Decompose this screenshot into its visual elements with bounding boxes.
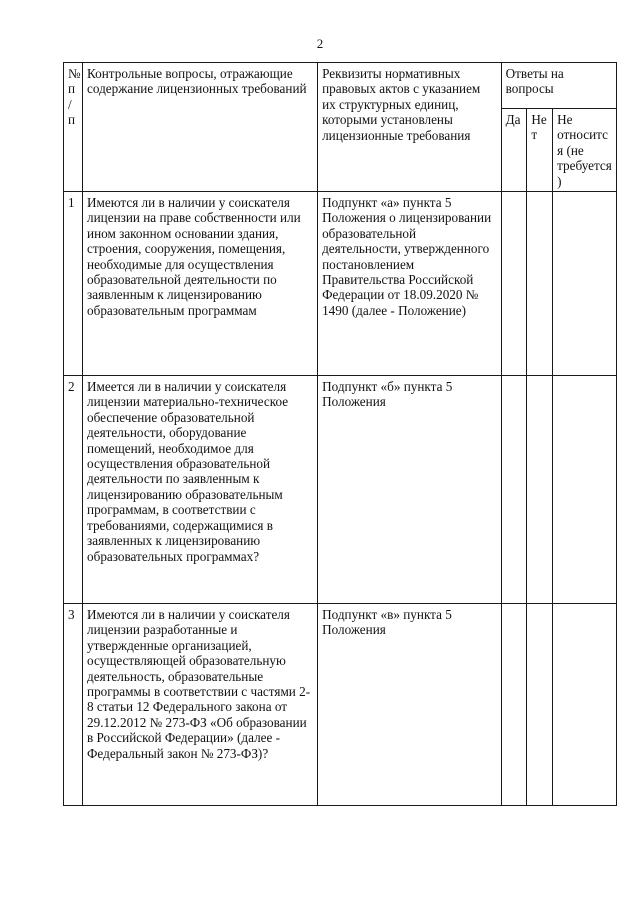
- table-row: [64, 376, 617, 604]
- row-requisites: Подпункт «б» пункта 5 Положения: [318, 376, 502, 604]
- licensing-checklist-table: [63, 62, 617, 806]
- answer-yes-cell: [501, 604, 527, 806]
- row-question: Имеются ли в наличии у соискателя лицензии на праве собственности или ином законном основании здания, строения, сооружения, помещения, необходимые для осуществления образовательной деятельности по заявленным к лицензированию образовательным программам: [83, 192, 318, 376]
- header-requisites: Реквизиты нормативных правовых актов с указанием их структурных единиц, которыми установлены лицензионные требования: [318, 63, 502, 192]
- row-requisites: Подпункт «в» пункта 5 Положения: [318, 604, 502, 806]
- answer-no-cell: [527, 604, 553, 806]
- table-row: [64, 604, 617, 806]
- row-number: 2: [64, 376, 83, 604]
- header-not-applicable: Не относится (не требуется): [553, 109, 617, 192]
- header-num: № п/п: [64, 63, 83, 192]
- header-answers: Ответы на вопросы: [501, 63, 616, 109]
- row-question: Имеются ли в наличии у соискателя лицензии разработанные и утвержденные организацией, осуществляющей образовательную деятельность, образовательные программы в соответствии с частями 2-8 статьи 12 Федерального закона от 29.12.2012 № 273-ФЗ «Об образовании в Российской Федерации» (далее - Федеральный закон № 273-ФЗ)?: [83, 604, 318, 806]
- answer-not-applicable-cell: [553, 376, 617, 604]
- row-number: 1: [64, 192, 83, 376]
- header-question: Контрольные вопросы, отражающие содержание лицензионных требований: [83, 63, 318, 192]
- page-number: 2: [316, 36, 324, 51]
- row-number: 3: [64, 604, 83, 806]
- row-question: Имеется ли в наличии у соискателя лицензии материально-техническое обеспечение образовательной деятельности, оборудование помещений, необходимое для осуществления образовательной деятельности по заявленным к лицензированию образовательным программам, в соответствии с требованиями, содержащимися в заявленных к лицензированию образовательных программах?: [83, 376, 318, 604]
- answer-not-applicable-cell: [553, 604, 617, 806]
- header-no: Нет: [527, 109, 553, 192]
- answer-yes-cell: [501, 192, 527, 376]
- row-requisites: Подпункт «а» пункта 5 Положения о лицензировании образовательной деятельности, утвержденного постановлением Правительства Российской Федерации от 18.09.2020 № 1490 (далее - Положение): [318, 192, 502, 376]
- answer-no-cell: [527, 376, 553, 604]
- table-header-row: [64, 63, 617, 109]
- header-yes: Да: [501, 109, 527, 192]
- answer-yes-cell: [501, 376, 527, 604]
- answer-not-applicable-cell: [553, 192, 617, 376]
- answer-no-cell: [527, 192, 553, 376]
- table-row: [64, 192, 617, 376]
